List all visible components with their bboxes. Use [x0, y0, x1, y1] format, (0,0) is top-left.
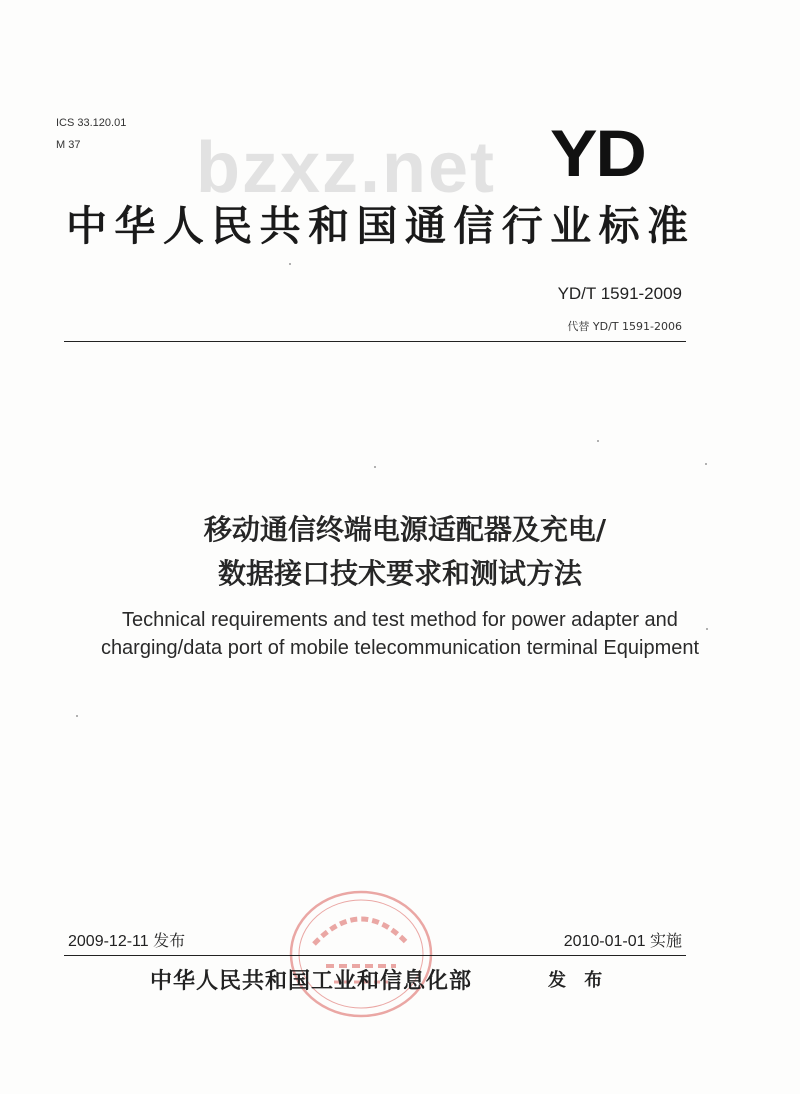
scan-speck	[706, 628, 708, 630]
scan-speck	[76, 715, 78, 717]
title-en-line2: charging/data port of mobile telecommunication terminal Equipment	[100, 637, 700, 659]
classification-codes	[56, 112, 126, 156]
standard-title: 中华人民共和国通信行业标准	[66, 202, 688, 250]
ics-code: ICS 33.120.01	[56, 117, 127, 129]
implementation-date: 2010-01-01 实施	[563, 933, 682, 950]
title-cn-line1: 移动通信终端电源适配器及充电/	[203, 513, 607, 546]
ccs-code: M 37	[56, 139, 81, 151]
publisher-action: 发 布	[548, 970, 609, 991]
scan-speck	[289, 263, 291, 265]
scan-speck	[705, 463, 707, 465]
scan-speck	[374, 466, 376, 468]
scan-speck	[597, 440, 599, 442]
bottom-divider	[64, 955, 686, 956]
issue-date: 2009-12-11 发布	[68, 933, 186, 950]
title-cn-line2: 数据接口技术要求和测试方法	[217, 557, 582, 590]
official-seal-stamp	[286, 886, 436, 1022]
top-divider	[64, 341, 686, 342]
replaces-note: 代替 YD/T 1591-2006	[567, 320, 682, 333]
publisher-name: 中华人民共和国工业和信息化部	[150, 969, 473, 994]
watermark: bzxz.net	[196, 128, 497, 208]
yd-logo: YD	[550, 116, 645, 190]
title-en-line1: Technical requirements and test method for power adapter and	[122, 609, 678, 631]
standard-number: YD/T 1591-2009	[557, 284, 682, 303]
